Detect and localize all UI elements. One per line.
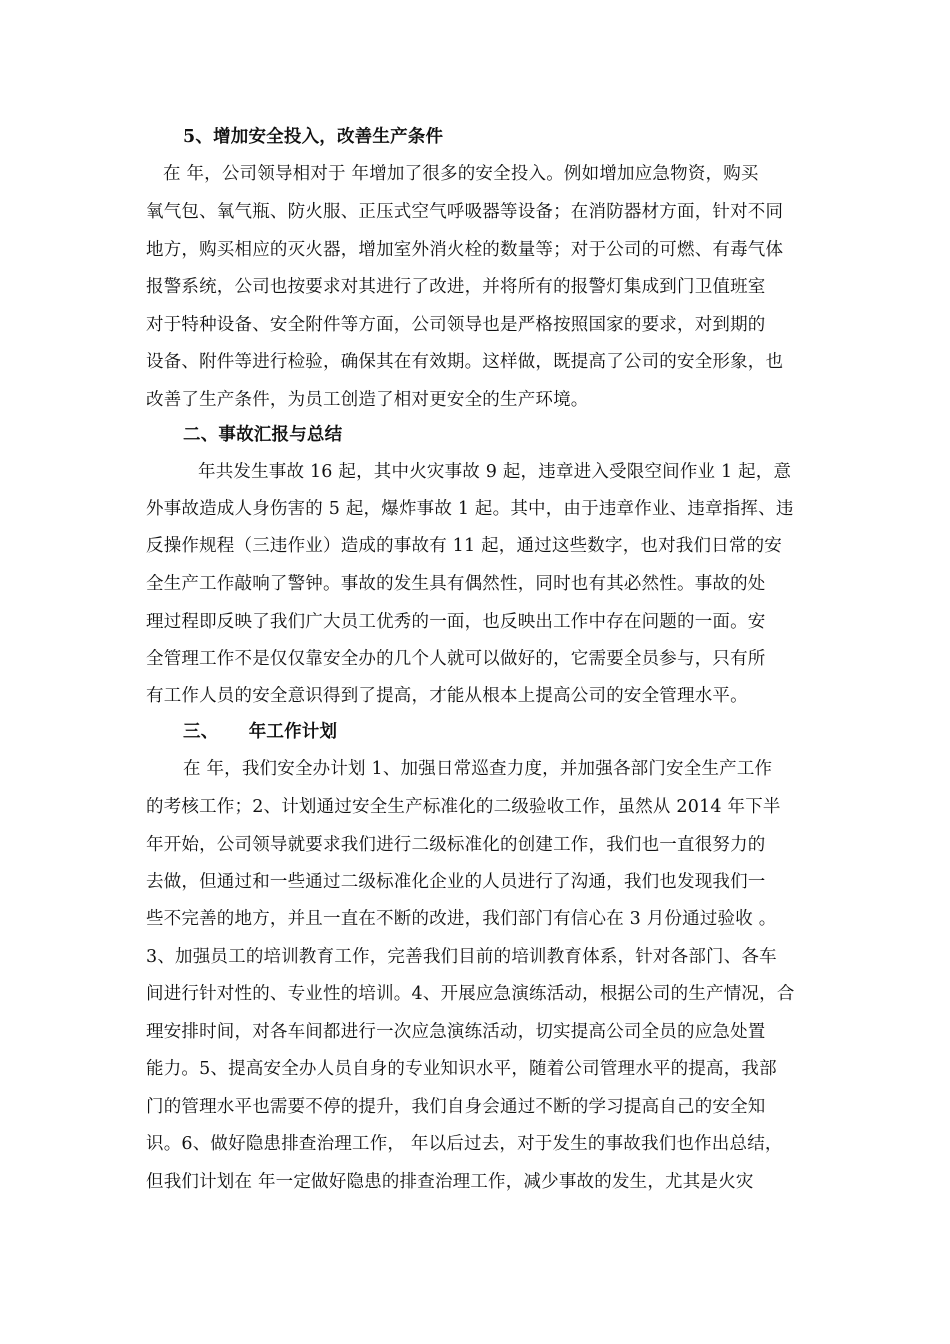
paragraph-line: 氧气包、氧气瓶、防火服、正压式空气呼吸器等设备；在消防器材方面，针对不同 bbox=[146, 202, 784, 222]
paragraph-line: 的考核工作；2、计划通过安全生产标准化的二级验收工作，虽然从 2014 年下半 bbox=[146, 797, 781, 817]
paragraph-line: 些不完善的地方，并且一直在不断的改进，我们部门有信心在 3 月份通过验收 。 bbox=[146, 909, 777, 929]
paragraph-line: 改善了生产条件，为员工创造了相对更安全的生产环境。 bbox=[146, 390, 589, 410]
section-heading-work-plan: 三、 年工作计划 bbox=[183, 722, 338, 742]
paragraph-line: 报警系统，公司也按要求对其进行了改进，并将所有的报警灯集成到门卫值班室 bbox=[146, 277, 766, 297]
paragraph-line: 识。6、做好隐患排查治理工作， 年以后过去，对于发生的事故我们也作出总结， bbox=[146, 1134, 783, 1154]
paragraph-line: 在 年，公司领导相对于 年增加了很多的安全投入。例如增加应急物资，购买 bbox=[163, 164, 759, 184]
section-heading-increase-investment: 5、增加安全投入，改善生产条件 bbox=[183, 127, 444, 147]
paragraph-line: 理安排时间，对各车间都进行一次应急演练活动，切实提高公司全员的应急处置 bbox=[146, 1022, 766, 1042]
paragraph-line: 去做，但通过和一些通过二级标准化企业的人员进行了沟通，我们也发现我们一 bbox=[146, 872, 766, 892]
paragraph-line: 间进行针对性的、专业性的培训。4、开展应急演练活动，根据公司的生产情况，合 bbox=[146, 984, 795, 1004]
paragraph-line: 但我们计划在 年一定做好隐患的排查治理工作，减少事故的发生，尤其是火灾 bbox=[146, 1172, 754, 1192]
paragraph-line: 在 年，我们安全办计划 1、加强日常巡查力度，并加强各部门安全生产工作 bbox=[183, 759, 773, 779]
paragraph-line: 外事故造成人身伤害的 5 起，爆炸事故 1 起。其中，由于违章作业、违章指挥、违 bbox=[146, 499, 794, 519]
paragraph-line: 理过程即反映了我们广大员工优秀的一面，也反映出工作中存在问题的一面。安 bbox=[146, 612, 766, 632]
paragraph-line: 对于特种设备、安全附件等方面，公司领导也是严格按照国家的要求，对到期的 bbox=[146, 315, 766, 335]
paragraph-line: 地方，购买相应的灭火器，增加室外消火栓的数量等；对于公司的可燃、有毒气体 bbox=[146, 240, 784, 260]
paragraph-line: 年共发生事故 16 起，其中火灾事故 9 起，违章进入受限空间作业 1 起，意 bbox=[198, 462, 792, 482]
paragraph-line: 反操作规程（三违作业）造成的事故有 11 起，通过这些数字，也对我们日常的安 bbox=[146, 536, 782, 556]
paragraph-line: 有工作人员的安全意识得到了提高，才能从根本上提高公司的安全管理水平。 bbox=[146, 686, 748, 706]
paragraph-line: 能力。5、提高安全办人员自身的专业知识水平，随着公司管理水平的提高，我部 bbox=[146, 1059, 777, 1079]
paragraph-line: 全管理工作不是仅仅靠安全办的几个人就可以做好的，它需要全员参与，只有所 bbox=[146, 649, 766, 669]
paragraph-line: 全生产工作敲响了警钟。事故的发生具有偶然性，同时也有其必然性。事故的处 bbox=[146, 574, 766, 594]
section-heading-accident-report: 二、事故汇报与总结 bbox=[183, 425, 343, 445]
paragraph-line: 设备、附件等进行检验，确保其在有效期。这样做，既提高了公司的安全形象，也 bbox=[146, 352, 784, 372]
paragraph-line: 门的管理水平也需要不停的提升，我们自身会通过不断的学习提高自己的安全知 bbox=[146, 1097, 766, 1117]
paragraph-line: 年开始，公司领导就要求我们进行二级标准化的创建工作，我们也一直很努力的 bbox=[146, 835, 766, 855]
paragraph-line: 3、加强员工的培训教育工作，完善我们目前的培训教育体系，针对各部门、各车 bbox=[146, 947, 777, 967]
